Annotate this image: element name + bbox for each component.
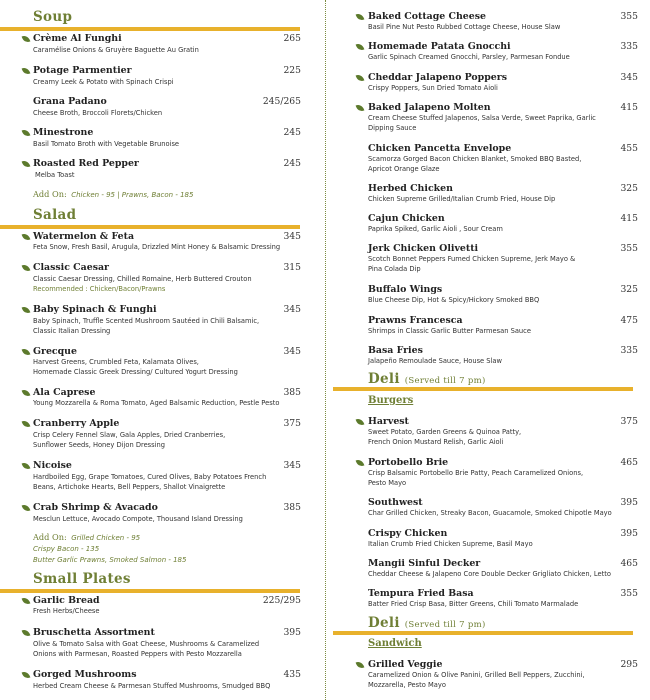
leaf-icon	[22, 232, 31, 242]
item-name: Homemade Patata Gnocchi	[368, 41, 511, 52]
section-divider	[0, 589, 300, 593]
item-price: 415	[620, 102, 638, 113]
item-desc: Fresh Herbs/Cheese	[33, 607, 100, 615]
item-price: 355	[620, 588, 638, 599]
right-column	[333, 0, 650, 700]
item-name: Prawns Francesca	[368, 315, 463, 326]
item-desc: Feta Snow, Fresh Basil, Arugula, Drizzled Mint Honey & Balsamic Dressing	[33, 243, 281, 251]
item-desc: Mesclun Lettuce, Avocado Compote, Thousand Island Dressing	[33, 515, 243, 523]
item-price: 465	[620, 457, 638, 468]
item-name: Crab Shrimp & Avacado	[33, 502, 158, 513]
item-price: 395	[620, 528, 638, 539]
section-title-soup: Soup	[33, 9, 73, 25]
item-name: Mangii Sinful Decker	[368, 558, 481, 569]
item-name: Crème Al Funghi	[33, 33, 122, 44]
leaf-icon	[356, 12, 365, 22]
leaf-icon	[22, 34, 31, 44]
leaf-icon	[356, 103, 365, 113]
item-name: Bruschetta Assortment	[33, 627, 155, 638]
section-title-deli-2	[368, 615, 486, 631]
leaf-icon	[22, 305, 31, 315]
item-name: Tempura Fried Basa	[368, 588, 474, 599]
left-column	[0, 0, 318, 700]
item-desc: Harvest Greens, Crumbled Feta, Kalamata Olives,	[33, 358, 199, 366]
section-divider	[0, 225, 300, 229]
item-name: Cranberry Apple	[33, 418, 120, 429]
item-price: 355	[620, 11, 638, 22]
item-price: 345	[283, 346, 301, 357]
item-desc: Homemade Classic Greek Dressing/ Cultured Yogurt Dressing	[33, 368, 238, 376]
section-title-salad: Salad	[33, 207, 77, 223]
item-name: Cajun Chicken	[368, 213, 445, 224]
item-desc: Classic Caesar Dressing, Chilled Romaine, Herb Buttered Crouton	[33, 275, 252, 283]
item-desc: Scamorza Gorged Bacon Chicken Blanket, Smoked BBQ Basted,	[368, 155, 582, 163]
section-title-text: Deli	[368, 615, 400, 631]
leaf-icon	[22, 347, 31, 357]
item-price: 335	[620, 41, 638, 52]
item-desc: Sweet Potato, Garden Greens & Quinoa Patty,	[368, 428, 522, 436]
item-desc: Baby Spinach, Truffle Scented Mushroom Sautéed in Chili Balsamic,	[33, 317, 260, 325]
item-price: 385	[283, 502, 301, 513]
item-desc: Jalapeño Remoulade Sauce, House Slaw	[368, 357, 502, 365]
item-price: 355	[620, 243, 638, 254]
item-desc: Blue Cheese Dip, Hot & Spicy/Hickory Smoked BBQ	[368, 296, 540, 304]
item-price: 455	[620, 143, 638, 154]
item-name: Gorged Mushrooms	[33, 669, 137, 680]
section-divider	[333, 631, 633, 635]
item-desc: Crisp Balsamic Portobello Brie Patty, Peach Caramelized Onions,	[368, 469, 584, 477]
item-price: 225	[283, 65, 301, 76]
addon-label: Add On:	[33, 189, 67, 199]
leaf-icon	[22, 66, 31, 76]
item-desc: Crisp Celery Fennel Slaw, Gala Apples, Dried Cranberries,	[33, 431, 226, 439]
item-desc: Olive & Tomato Salsa with Goat Cheese, Mushrooms & Caramelized	[33, 640, 260, 648]
leaf-icon	[22, 419, 31, 429]
addon-text: Butter Garlic Prawns, Smoked Salmon - 185	[33, 556, 187, 564]
item-desc: Caramélise Onions & Gruyère Baguette Au Gratin	[33, 46, 199, 54]
leaf-icon	[356, 42, 365, 52]
item-name: Classic Caesar	[33, 262, 109, 273]
item-price: 385	[283, 387, 301, 398]
served-note: (Served till 7 pm)	[404, 620, 486, 630]
item-desc: Chicken Supreme Grilled/Italian Crumb Fried, House Dip	[368, 195, 556, 203]
soup-addon	[33, 189, 193, 201]
leaf-icon	[356, 73, 365, 83]
item-name: Baked Cottage Cheese	[368, 11, 486, 22]
item-name: Portobello Brie	[368, 457, 449, 468]
item-price: 345	[283, 460, 301, 471]
item-price: 325	[620, 284, 638, 295]
section-divider	[333, 387, 633, 391]
served-note: (Served till 7 pm)	[404, 376, 486, 386]
item-desc: Classic Italian Dressing	[33, 327, 111, 335]
item-desc: Young Mozzarella & Roma Tomato, Aged Balsamic Reduction, Pestle Pesto	[33, 399, 280, 407]
item-name: Garlic Bread	[33, 595, 100, 606]
item-name: Baby Spinach & Funghi	[33, 304, 157, 315]
salad-addon	[33, 532, 186, 566]
item-desc: Melba Toast	[35, 171, 75, 179]
item-desc: Dipping Sauce	[368, 124, 417, 132]
item-desc: Garlic Spinach Creamed Gnocchi, Parsley, Parmesan Fondue	[368, 53, 570, 61]
item-desc: Caramelized Onion & Olive Panini, Grilled Bell Peppers, Zucchini,	[368, 671, 585, 679]
leaf-icon	[22, 503, 31, 513]
leaf-icon	[356, 458, 365, 468]
item-price: 225/295	[262, 595, 301, 606]
item-name: Crispy Chicken	[368, 528, 448, 539]
item-price: 245	[283, 127, 301, 138]
item-desc: Cream Cheese Stuffed Jalapenos, Salsa Verde, Sweet Paprika, Garlic	[368, 114, 596, 122]
subsection-sandwich: Sandwich	[368, 638, 422, 649]
leaf-icon	[356, 660, 365, 670]
item-desc: Cheese Broth, Broccoli Florets/Chicken	[33, 109, 163, 117]
item-desc: Pesto Mayo	[368, 479, 407, 487]
item-desc: Crispy Poppers, Sun Dried Tomato Aioli	[368, 84, 498, 92]
addon-text: Crispy Bacon - 135	[33, 545, 100, 553]
leaf-icon	[22, 128, 31, 138]
section-divider	[0, 27, 300, 31]
item-desc: Basil Tomato Broth with Vegetable Brunoise	[33, 140, 180, 148]
leaf-icon	[22, 596, 31, 606]
item-price: 375	[620, 416, 638, 427]
item-desc: Basil Pine Nut Pesto Rubbed Cottage Cheese, House Slaw	[368, 23, 561, 31]
leaf-icon	[22, 388, 31, 398]
leaf-icon	[22, 628, 31, 638]
item-recommendation: Recommended : Chicken/Bacon/Prawns	[33, 285, 166, 293]
item-desc: Mozzarella, Pesto Mayo	[368, 681, 446, 689]
item-name: Minestrone	[33, 127, 94, 138]
item-price: 345	[620, 72, 638, 83]
item-desc: Cheddar Cheese & Jalapeno Core Double Decker Grigliato Chicken, Letto	[368, 570, 611, 578]
item-price: 295	[620, 659, 638, 670]
item-name: Cheddar Jalapeno Poppers	[368, 72, 507, 83]
item-price: 435	[283, 669, 301, 680]
item-price: 395	[283, 627, 301, 638]
leaf-icon	[22, 159, 31, 169]
section-title-deli	[368, 371, 486, 387]
item-desc: Shrimps in Classic Garlic Butter Parmesan Sauce	[368, 327, 531, 335]
item-name: Grilled Veggie	[368, 659, 443, 670]
section-title-text: Deli	[368, 371, 400, 387]
addon-label: Add On:	[33, 532, 67, 542]
item-desc: Scotch Bonnet Peppers Fumed Chicken Supreme, Jerk Mayo &	[368, 255, 576, 263]
addon-text: Grilled Chicken - 95	[71, 534, 141, 542]
item-name: Southwest	[368, 497, 423, 508]
item-price: 335	[620, 345, 638, 356]
item-name: Potage Parmentier	[33, 65, 132, 76]
item-price: 345	[283, 231, 301, 242]
leaf-icon	[356, 417, 365, 427]
item-desc: Beans, Artichoke Hearts, Bell Peppers, Shallot Vinaigrette	[33, 483, 226, 491]
item-price: 325	[620, 183, 638, 194]
item-name: Nicoise	[33, 460, 72, 471]
item-price: 475	[620, 315, 638, 326]
item-name: Grecque	[33, 346, 77, 357]
item-name: Roasted Red Pepper	[33, 158, 139, 169]
item-name: Harvest	[368, 416, 409, 427]
item-name: Chicken Pancetta Envelope	[368, 143, 512, 154]
item-price: 465	[620, 558, 638, 569]
item-name: Herbed Chicken	[368, 183, 453, 194]
leaf-icon	[22, 670, 31, 680]
section-title-small-plates: Small Plates	[33, 571, 131, 587]
item-desc: French Onion Mustard Relish, Garlic Aioli	[368, 438, 504, 446]
item-price: 345	[283, 304, 301, 315]
item-name: Watermelon & Feta	[33, 231, 135, 242]
item-desc: Pina Colada Dip	[368, 265, 421, 273]
item-desc: Sunflower Seeds, Honey Dijon Dressing	[33, 441, 165, 449]
leaf-icon	[22, 263, 31, 273]
item-desc: Paprika Spiked, Garlic Aioli , Sour Cream	[368, 225, 503, 233]
item-price: 265	[283, 33, 301, 44]
item-desc: Batter Fried Crisp Basa, Bitter Greens, Chili Tomato Marmalade	[368, 600, 579, 608]
item-desc: Hardboiled Egg, Grape Tomatoes, Cured Olives, Baby Potatoes French	[33, 473, 267, 481]
subsection-burgers: Burgers	[368, 395, 414, 406]
item-desc: Onions with Parmesan, Roasted Peppers with Pesto Mozzarella	[33, 650, 242, 658]
item-name: Baked Jalapeno Molten	[368, 102, 491, 113]
column-divider	[325, 0, 326, 700]
item-desc: Italian Crumb Fried Chicken Supreme, Basil Mayo	[368, 540, 533, 548]
item-name: Buffalo Wings	[368, 284, 443, 295]
item-price: 245/265	[262, 96, 301, 107]
item-name: Grana Padano	[33, 96, 107, 107]
item-price: 375	[283, 418, 301, 429]
item-desc: Creamy Leek & Potato with Spinach Crispi	[33, 78, 174, 86]
leaf-icon	[22, 461, 31, 471]
item-desc: Apricot Orange Glaze	[368, 165, 440, 173]
item-price: 315	[283, 262, 301, 273]
item-price: 395	[620, 497, 638, 508]
item-desc: Char Grilled Chicken, Streaky Bacon, Guacamole, Smoked Chipotle Mayo	[368, 509, 612, 517]
item-desc: Herbed Cream Cheese & Parmesan Stuffed Mushrooms, Smudged BBQ	[33, 682, 271, 690]
item-name: Ala Caprese	[33, 387, 96, 398]
item-price: 245	[283, 158, 301, 169]
item-price: 415	[620, 213, 638, 224]
item-name: Basa Fries	[368, 345, 423, 356]
item-name: Jerk Chicken Olivetti	[368, 243, 479, 254]
addon-text: Chicken - 95 | Prawns, Bacon - 185	[71, 191, 194, 199]
